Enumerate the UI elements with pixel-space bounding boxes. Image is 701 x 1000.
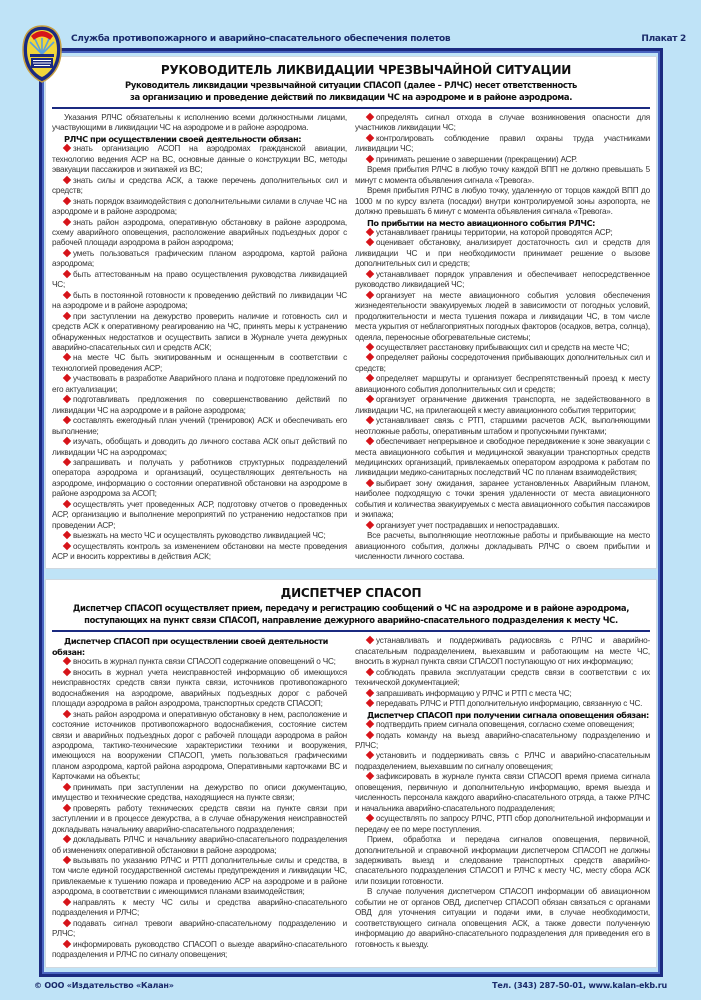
list-item	[52, 835, 347, 856]
diamond-bullet-icon	[366, 520, 374, 528]
diamond-bullet-icon	[63, 657, 71, 665]
list-item	[355, 636, 650, 667]
list-item-text: устанавливать и поддерживать радиосвязь с РЛЧС и аварийно-спасательным подразделением, выехавшим и работающим на месте ЧС, вносить в журнал пункта связи СПАСОП поступающую от них информацию;	[355, 636, 650, 667]
list-item-text: принимать при заступлении на дежурство по описи документацию, имущество и технические средства, находящиеся на пункте связи;	[52, 782, 347, 803]
duty-list	[52, 144, 347, 562]
non-atc-event-paragraph: В случае получения диспетчером СПАСОП информации об авиационном событии не от органов ОВД, диспетчер СПАСОП обязан связаться с органами ОВД для уточнения ситуации и подачи ими, в случае необходимости, соответствующего сигнала оповещения АСК, а также довести полученную информацию до аварийно-спасательного подразделения для приведения его в готовность к выезду.	[355, 887, 650, 949]
list-item	[52, 437, 347, 458]
diamond-bullet-icon	[366, 772, 374, 780]
section-subtitle-line-1: Руководитель ликвидации чрезвычайной ситуации СПАСОП (далее – РЛЧС) несет ответственность	[125, 80, 577, 90]
diamond-bullet-icon	[63, 353, 71, 361]
left-column	[52, 113, 347, 562]
list-item-text: вносить в журнал учета неисправностей информацию об имеющихся неисправностях средств связи пункта связи, источников противопожарного водоснабжения на аэродроме, аварийных подъездных дорог с рабочей площади аэродрома в район аэродрома, транспортных средств СПАСОП;	[52, 667, 347, 709]
list-item	[355, 668, 650, 689]
list-item-text: докладывать РЛЧС и начальнику аварийно-спасательного подразделения об изменениях оперативной обстановки в районе аэродрома;	[52, 835, 347, 855]
diamond-bullet-icon	[63, 196, 71, 204]
list-item-text: определять сигнал отхода в случае возникновения опасности для участников ликвидации ЧС;	[355, 113, 650, 133]
list-item	[355, 155, 650, 165]
list-item	[52, 856, 347, 898]
list-item	[355, 437, 650, 479]
list-item-text: определяет районы сосредоточения прибывающих дополнительных сил и средств;	[355, 353, 650, 373]
right-column	[355, 113, 650, 562]
section-title: ДИСПЕТЧЕР СПАСОП	[280, 586, 422, 601]
diamond-bullet-icon	[366, 720, 374, 728]
closing-paragraph: Все расчеты, выполняющие неотложные работы и прибывающие на место авиационного события, должны докладывать РЛЧС о своем прибытии и численности личного состава.	[355, 531, 650, 562]
section-subtitle-line-2: за организацию и проведение действий по ликвидации ЧС на аэродроме и в районе аэродрома.	[129, 92, 573, 102]
top-row	[15, 28, 686, 48]
list-item-text: оценивает обстановку, анализирует достаточность сил и средств для ликвидации ЧС и при необходимости принимает решение о вызове дополнительных сил и средств;	[355, 238, 650, 269]
list-item-text: определяет маршруты и организует беспрепятственный проезд к месту авиационного события дополнительных сил и средств;	[355, 374, 650, 394]
section-subtitle-line-2: поступающих на пункт связи СПАСОП, направление дежурного аварийно-спасательного подразделения к месту ЧС.	[84, 615, 618, 626]
right-column	[355, 636, 650, 950]
diamond-bullet-icon	[366, 290, 374, 298]
list-item	[355, 228, 650, 238]
diamond-bullet-icon	[63, 395, 71, 403]
diamond-bullet-icon	[63, 290, 71, 298]
list-item	[52, 531, 347, 541]
spasop-emblem-logo	[21, 24, 63, 84]
diamond-bullet-icon	[366, 636, 374, 644]
list-item-text: проверять работу технических средств связи на пункте связи при заступлении и в процессе дежурства, а в случае обнаружения неисправностей докладывать начальнику аварийно-спасательного подразделения;	[52, 803, 347, 834]
list-item	[52, 395, 347, 416]
diamond-bullet-icon	[366, 689, 374, 697]
list-item-text: передавать РЛЧС и РТП дополнительную информацию, связанную с ЧС.	[376, 699, 643, 709]
diamond-bullet-icon	[366, 751, 374, 759]
diamond-bullet-icon	[63, 531, 71, 539]
intro-paragraph: Указания РЛЧС обязательны к исполнению всеми должностными лицами, участвующими в ликвидации ЧС на аэродроме и в районе аэродрома.	[52, 113, 347, 133]
diamond-bullet-icon	[366, 155, 374, 163]
list-item	[355, 291, 650, 343]
left-column	[52, 636, 347, 960]
list-item	[52, 312, 347, 354]
list-item-text: выезжать на место ЧС и осуществлять руководство ликвидацией ЧС;	[73, 531, 326, 541]
diamond-bullet-icon	[63, 803, 71, 811]
list-item-text: вызывать по указанию РЛЧС и РТП дополнительные силы и средства, в том числе единой государственной системы предупреждения и ликвидации ЧС, привлекаемые к тушению пожара и проведению АСР на аэродроме и в районе аэродрома, в соответствии с имеющимися планами взаимодействия;	[52, 856, 347, 897]
list-item	[52, 542, 347, 563]
section-subtitle-line-1: Диспетчер СПАСОП осуществляет прием, передачу и регистрацию сообщений о ЧС на аэродроме и в районе аэродрома,	[72, 603, 630, 614]
list-item	[52, 783, 347, 804]
list-item	[355, 814, 650, 835]
diamond-bullet-icon	[63, 416, 71, 424]
diamond-bullet-icon	[63, 835, 71, 843]
list-item-text: направлять к месту ЧС силы и средства аварийно-спасательного подразделения и РЛЧС;	[52, 897, 347, 918]
list-item-text: осуществляет расстановку прибывающих сил и средств на месте ЧС;	[376, 342, 630, 352]
list-item	[52, 500, 347, 531]
list-item	[355, 343, 650, 353]
page-footer	[34, 981, 667, 990]
diamond-bullet-icon	[63, 458, 71, 466]
list-item-text: осуществлять контроль за изменением обстановки на месте проведения АСР и вносить коррективы в действия АСК;	[52, 541, 347, 562]
list-item-text: знать район аэродрома, оперативную обстановку в районе аэродрома, схему аварийного оповещения, расположение аварийных подъездных дорог с рабочей площади аэродрома в район аэродрома;	[52, 217, 347, 248]
list-item	[355, 479, 650, 521]
diamond-bullet-icon	[63, 709, 71, 717]
diamond-bullet-icon	[366, 270, 374, 278]
arrival-time-paragraph: Время прибытия РЛЧС в любую точку каждой ВПП не должно превышать 5 минут с момента объявления сигнала «Тревога».	[355, 165, 650, 185]
diamond-bullet-icon	[63, 856, 71, 864]
list-item	[355, 751, 650, 772]
diamond-bullet-icon	[366, 730, 374, 738]
list-item	[52, 291, 347, 312]
list-heading: РЛЧС при осуществлении своей деятельности обязан:	[64, 133, 302, 144]
diamond-bullet-icon	[63, 144, 71, 152]
list-heading: По прибытии на место авиационного события РЛЧС:	[367, 217, 595, 228]
alert-actions-list	[355, 720, 650, 835]
diamond-bullet-icon	[63, 175, 71, 183]
poster-frame	[39, 48, 663, 977]
diamond-bullet-icon	[63, 437, 71, 445]
section-title: РУКОВОДИТЕЛЬ ЛИКВИДАЦИИ ЧРЕЗВЫЧАЙНОЙ СИТУАЦИИ	[160, 63, 572, 77]
list-item-text: установить и поддерживать связь с РЛЧС и аварийно-спасательным подразделением, выехавшим по сигналу оповещения;	[355, 751, 650, 771]
list-item	[355, 731, 650, 752]
list-item	[355, 270, 650, 291]
list-item	[355, 416, 650, 437]
diamond-bullet-icon	[366, 814, 374, 822]
diamond-bullet-icon	[63, 898, 71, 906]
diamond-bullet-icon	[63, 311, 71, 319]
list-item-text: принимать решение о завершении (прекращении) АСР.	[376, 154, 578, 164]
list-item-text: подготавливать предложения по совершенствованию действий по ликвидации ЧС на аэродроме и в районе аэродрома;	[52, 395, 347, 415]
list-item	[52, 940, 347, 961]
diamond-bullet-icon	[366, 374, 374, 382]
divider	[52, 107, 650, 109]
list-item-text: подтвердить прием сигнала оповещения, согласно схеме оповещения;	[376, 720, 635, 730]
list-item-text: устанавливает порядок управления и обеспечивает непосредственное руководство ликвидацией ЧС;	[355, 269, 650, 290]
list-item	[52, 249, 347, 270]
diamond-bullet-icon	[63, 374, 71, 382]
list-item	[52, 657, 347, 667]
diamond-bullet-icon	[63, 783, 71, 791]
list-item	[52, 668, 347, 710]
page-header	[71, 32, 686, 46]
duty-list-continued	[355, 636, 650, 709]
list-item-text: запрашивать информацию у РЛЧС и РТП с места ЧС;	[376, 688, 572, 698]
list-item-text: организует на месте авиационного события условия обеспечения жизнедеятельности эвакуируемых людей в зависимости от погодных условий, продолжительности и места тушения пожара и ликвидации ЧС, в том числе места укрытия от неблагоприятных погодных факторов (осадков, ветра, солнца), одеяла, переносные обогревательные системы;	[355, 290, 650, 342]
diamond-bullet-icon	[366, 113, 374, 121]
diamond-bullet-icon	[63, 217, 71, 225]
poster-label: Плакат 2	[641, 34, 686, 44]
list-item	[52, 374, 347, 395]
list-item	[52, 218, 347, 249]
list-item-text: знать силы и средства АСК, а также перечень дополнительных сил и средств;	[52, 175, 347, 196]
list-item	[355, 699, 650, 709]
diamond-bullet-icon	[366, 343, 374, 351]
list-item-text: устанавливает границы территории, на которой проводятся АСР;	[376, 227, 613, 237]
list-item-text: выбирает зону ожидания, заранее установленных Аварийным планом, наиболее подходящую с точки зрения удаленности от места авиационного события и количества эвакуируемых с места авиационного события пассажиров и экипажа;	[355, 478, 650, 520]
list-item	[52, 144, 347, 175]
list-item-text: запрашивать и получать у работников структурных подразделений оператора аэродрома и организаций, осуществляющих деятельность на аэродроме, информацию о состоянии оперативной обстановки на аэродроме в районе аэродрома за АСОП;	[52, 457, 347, 499]
list-item	[52, 176, 347, 197]
list-item	[355, 521, 650, 531]
arrival-time-paragraph-2: Время прибытия РЛЧС в любую точку, удаленную от торцов каждой ВПП до 1000 м по курсу взлета (посадки) внутри контролируемой зоны аэропорта, не должно превышать 6 минут с момента объявления сигнала «Тревога».	[355, 186, 650, 217]
diamond-bullet-icon	[63, 270, 71, 278]
copyright: © ООО «Издательство «Калан»	[34, 980, 174, 990]
list-item-text: составлять ежегодный план учений (тренировок) АСК и обеспечивать его выполнение;	[52, 416, 347, 436]
diamond-bullet-icon	[63, 918, 71, 926]
list-item-text: информировать руководство СПАСОП о выезде аварийно-спасательного подразделения и РЛЧС по сигналу оповещения;	[52, 939, 347, 960]
diamond-bullet-icon	[63, 249, 71, 257]
divider	[52, 630, 650, 632]
list-item	[355, 134, 650, 155]
section-dispatcher	[45, 579, 657, 967]
arrival-actions-list	[355, 228, 650, 531]
list-item	[52, 458, 347, 500]
list-item-text: подать команду на выезд аварийно-спасательному подразделению и РЛЧС;	[355, 730, 650, 751]
diamond-bullet-icon	[366, 699, 374, 707]
diamond-bullet-icon	[366, 353, 374, 361]
diamond-bullet-icon	[63, 500, 71, 508]
diamond-bullet-icon	[366, 668, 374, 676]
diamond-bullet-icon	[366, 416, 374, 424]
list-item-text: зафиксировать в журнале пункта связи СПАСОП время приема сигнала оповещения, первичную и дополнительную информацию, время выезда и численность персонала каждого аварийно-спасательного отряда, а также РЛЧС и начальника аварийно-спасательного подразделения;	[355, 772, 650, 813]
list-item-text: соблюдать правила эксплуатации средств связи в соответствии с их технической документацией;	[355, 667, 650, 688]
diamond-bullet-icon	[366, 238, 374, 246]
list-item	[52, 710, 347, 783]
processing-paragraph: Прием, обработка и передача сигналов оповещения, первичной, дополнительной и справочной информации диспетчером СПАСОП не должны задерживать выезд и следование транспортных средств аварийно-спасательного подразделения СПАСОП и РЛЧС к месту ЧС, месту сбора АСК или позиции готовности.	[355, 835, 650, 886]
list-item	[52, 898, 347, 919]
list-item	[52, 353, 347, 374]
list-item-text: организует учет пострадавших и непострадавших.	[376, 520, 560, 530]
list-item-text: подавать сигнал тревоги аварийно-спасательному подразделению и РЛЧС;	[52, 918, 347, 939]
list-item	[52, 197, 347, 218]
diamond-bullet-icon	[366, 228, 374, 236]
list-item-text: устанавливает связь с РТП, старшими расчетов АСК, выполняющими неотложные работы, оперативным штабом и пропускными пунктами;	[355, 416, 650, 436]
list-item	[52, 270, 347, 291]
diamond-bullet-icon	[366, 134, 374, 142]
list-item	[52, 804, 347, 835]
list-item-text: организует ограничение движения транспорта, не задействованного в ликвидации ЧС, на прилегающей к месту авиационного события территории;	[355, 395, 650, 415]
list-item	[355, 353, 650, 374]
list-item	[355, 772, 650, 814]
diamond-bullet-icon	[63, 541, 71, 549]
list-item	[355, 720, 650, 730]
list-item-text: осуществлять по запросу РЛЧС, РТП сбор дополнительной информации и передачу ее по мере поступления.	[355, 814, 650, 834]
list-item-text: осуществлять учет проведенных АСР, подготовку отчетов о проведенных АСР, организацию и выполнение мероприятий по устранению недостатков при проведении АСР;	[52, 499, 347, 530]
list-item	[355, 374, 650, 395]
list-item	[355, 238, 650, 269]
contacts: Тел. (343) 287-50-01, www.kalan-ekb.ru	[492, 980, 667, 990]
list-item-text: знать организацию АСОП на аэродромах гражданской авиации, технологию ведения АСР на ВС, основные данные о конструкции ВС, методы эвакуации пассажиров и экипажей из ВС;	[52, 144, 347, 175]
list-item	[355, 395, 650, 416]
diamond-bullet-icon	[366, 437, 374, 445]
list-heading: Диспетчер СПАСОП при осуществлении своей деятельности обязан:	[52, 636, 328, 657]
list-item	[355, 689, 650, 699]
list-item-text: быть в постоянной готовности к проведению действий по ликвидации ЧС на аэродроме и в районе аэродрома;	[52, 290, 347, 311]
duty-list	[52, 657, 347, 960]
list-item-text: знать район аэродрома и оперативную обстановку в нем, расположение и состояние источников противопожарного водоснабжения, состояние систем связи и аварийных подъездных дорог с рабочей площади аэродрома в район аэродрома, тактико-технические характеристики техники и вооружения, имеющихся на вооружении СПАСОП, уметь пользоваться графическими планом аэродрома, картой района аэродрома, Оперативными карточками ВС и Карточками на объекты;	[52, 709, 347, 782]
list-item-text: быть аттестованным на право осуществления руководства ликвидацией ЧС;	[52, 269, 347, 290]
diamond-bullet-icon	[63, 668, 71, 676]
list-item	[52, 416, 347, 437]
diamond-bullet-icon	[366, 395, 374, 403]
duty-list-continued	[355, 113, 650, 165]
list-item-text: уметь пользоваться графическим планом аэродрома, картой района аэродрома;	[52, 248, 347, 269]
diamond-bullet-icon	[63, 939, 71, 947]
list-item-text: вносить в журнал пункта связи СПАСОП содержание оповещений о ЧС;	[73, 657, 336, 667]
list-item-text: изучать, обобщать и доводить до личного состава АСК опыт действий по ликвидации ЧС на аэродромах;	[52, 437, 347, 457]
list-item-text: при заступлении на дежурство проверить наличие и готовность сил и средств АСК к оперативному реагированию на ЧС, принять меры к устранению обнаруженных недостатков и осуществить записи в Журнале учета дежурных аварийно-спасательных сил и средств АСК;	[52, 311, 347, 352]
list-item	[52, 919, 347, 940]
list-item-text: участвовать в разработке Аварийного плана и подготовке предложений по его актуализации;	[52, 374, 347, 394]
list-item-text: на месте ЧС быть экипированным и оснащенным в соответствии с технологией проведения АСР;	[52, 353, 347, 373]
list-item-text: знать порядок взаимодействия с дополнительными силами в случае ЧС на аэродроме и в районе аэродрома;	[52, 196, 347, 217]
list-item-text: контролировать соблюдение правил охраны труда участниками ликвидации ЧС;	[355, 133, 650, 154]
section-rlchs	[45, 56, 657, 569]
list-item-text: обеспечивает непрерывное и свободное передвижение к зоне эвакуации с места авиационного события и медицинской эвакуации транспортных средств медицинских организаций, привлекаемых оператором аэродрома к работам по ликвидации медико-санитарных последствий ЧС по планам взаимодействия;	[355, 437, 650, 478]
diamond-bullet-icon	[366, 479, 374, 487]
list-heading: Диспетчер СПАСОП при получении сигнала оповещения обязан:	[367, 709, 649, 720]
service-title: Служба противопожарного и аварийно-спасательного обеспечения полетов	[71, 34, 451, 44]
list-item	[355, 113, 650, 134]
